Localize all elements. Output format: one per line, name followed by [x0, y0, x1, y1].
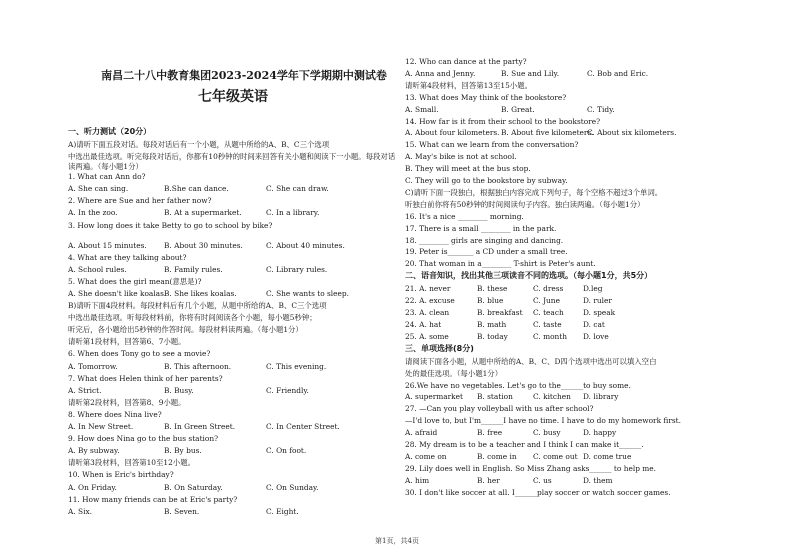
- answer-option: B. free: [477, 428, 503, 438]
- answer-option: B. On Saturday.: [164, 482, 223, 492]
- answer-option: A. She doesn't like koalas.: [68, 288, 167, 298]
- answer-option: 24. A. hat: [405, 319, 442, 329]
- answer-option: D. them: [583, 475, 613, 485]
- answer-option: B. blue: [477, 296, 504, 306]
- question-line: 5. What does the girl mean(意思是)?: [68, 276, 202, 286]
- answer-option: C. Tidy.: [587, 104, 615, 114]
- question-line: 29. Lily does well in English. So Miss Zhang asks______ to help me.: [405, 463, 657, 473]
- answer-option: B. Great.: [501, 104, 535, 114]
- answer-option: C. On foot.: [266, 446, 307, 456]
- question-line: 处的最佳选项。（每小题1分）: [405, 368, 503, 378]
- question-line: 听独白前你将有50秒钟的时间阅读句子内容。独白读两遍。（每小题1分）: [405, 199, 645, 209]
- question-line: 16. It's a nice ________ morning.: [405, 211, 524, 221]
- answer-option: A. Strict.: [68, 385, 102, 395]
- question-line: 15. What can we learn from the conversation?: [405, 140, 579, 150]
- question-line: 7. What does Helen think of her parents?: [68, 373, 223, 383]
- answer-option: A. About 15 minutes.: [68, 240, 147, 250]
- answer-option: 23. A. clean: [405, 308, 450, 317]
- section-heading: 一、听力测试（20分）: [68, 127, 152, 136]
- question-line: B. They will meet at the bus stop.: [405, 164, 531, 174]
- question-line: 26.We have no vegetables. Let's go to the______to buy some.: [405, 380, 631, 390]
- answer-option: B. Seven.: [164, 506, 200, 516]
- answer-option: B. come in: [477, 451, 517, 461]
- answer-option: C. On Sunday.: [266, 482, 319, 492]
- answer-option: B. About 30 minutes.: [164, 240, 243, 250]
- question-line: 12. Who can dance at the party?: [405, 57, 527, 66]
- question-line: 13. What does May think of the bookstore?: [405, 92, 567, 102]
- answer-option: B. math: [477, 319, 507, 329]
- answer-option: C. dress: [533, 284, 564, 294]
- question-line: 17. There is a small ________ in the park.: [405, 223, 557, 233]
- answer-option: A. By subway.: [68, 446, 120, 456]
- answer-option: D. speak: [583, 308, 616, 317]
- question-line: C)请听下面一段独白，根据独白内容完成下列句子，每个空格不超过3个单词。: [405, 187, 663, 197]
- answer-option: C. busy: [533, 428, 561, 438]
- answer-option: A. On Friday.: [68, 482, 117, 492]
- section-heading: 三、单项选择(8分): [405, 343, 474, 353]
- answer-option: C. Friendly.: [266, 385, 309, 395]
- answer-option: B. these: [477, 284, 508, 294]
- answer-option: C. kitchen: [533, 392, 571, 402]
- answer-option: A. Anna and Jenny.: [405, 68, 476, 78]
- answer-option: B.She can dance.: [164, 184, 229, 194]
- answer-option: D. happy: [583, 428, 617, 438]
- answer-option: D. love: [583, 331, 609, 341]
- question-line: 30. I don't like soccer at all. I______play soccer or watch soccer games.: [405, 487, 671, 497]
- answer-option: A. She can sing.: [68, 184, 129, 194]
- answer-option: B. Family rules.: [164, 264, 223, 274]
- answer-option: B. Sue and Lily.: [501, 68, 560, 78]
- exam-title: 南昌二十八中教育集团2023-2024学年下学期期中测试卷: [101, 69, 387, 82]
- exam-subtitle: 七年级英语: [198, 89, 268, 105]
- answer-option: A. In the zoo.: [68, 208, 118, 218]
- answer-option: A. come on: [405, 451, 447, 461]
- answer-option: B. In Green Street.: [164, 422, 236, 431]
- answer-option: D. library: [583, 392, 619, 402]
- answer-option: A. Tomorrow.: [68, 361, 118, 371]
- answer-option: C. June: [533, 296, 560, 306]
- answer-option: B. her: [477, 475, 500, 485]
- question-line: 请听第1段材料，回答第6、7小题。: [68, 337, 186, 347]
- answer-option: 22. A. excuse: [405, 296, 455, 306]
- answer-option: C. teach: [533, 308, 564, 317]
- answer-option: A. About four kilometers.: [405, 128, 500, 138]
- answer-option: B. About five kilometers.: [501, 128, 594, 138]
- answer-option: C. Bob and Eric.: [587, 68, 649, 78]
- answer-option: B. station: [477, 392, 513, 402]
- answer-option: B. This afternoon.: [164, 361, 232, 371]
- answer-option: B. Busy.: [164, 385, 194, 395]
- answer-option: B. today: [477, 331, 508, 341]
- question-line: A. May's bike is not at school.: [405, 152, 517, 162]
- question-line: 2. Where are Sue and her father now?: [68, 196, 212, 206]
- answer-option: C. month: [533, 331, 568, 341]
- question-line: 中选出最佳选项。听完每段对话后，你都有10秒钟的时间来回答有关小题和阅读下一小题。每段对话读两遍。（每小题1分）: [68, 152, 396, 172]
- answer-option: B. By bus.: [164, 446, 202, 456]
- answer-option: C. In Center Street.: [266, 422, 340, 431]
- question-line: 3. How long does it take Betty to go to school by bike?: [68, 220, 273, 230]
- question-line: 27. —Can you play volleyball with us after school?: [405, 404, 594, 414]
- page-footer: 第1页，共4页: [375, 537, 419, 545]
- answer-option: A. him: [405, 475, 430, 485]
- question-line: 14. How far is it from their school to the bookstore?: [405, 116, 601, 126]
- answer-option: C. About 40 minutes.: [266, 240, 345, 250]
- question-line: 4. What are they talking about?: [68, 252, 187, 262]
- question-line: 20. That woman in a________ T-shirt is Peter's aunt.: [405, 259, 596, 269]
- answer-option: C. Eight.: [266, 506, 299, 516]
- answer-option: C. In a library.: [266, 208, 320, 218]
- question-line: B)请听下面4段材料。每段材料后有几个小题，从题中所给的A、B、C三个选项: [68, 301, 327, 310]
- answer-option: C. taste: [533, 319, 562, 329]
- section-heading: 二、语音知识，找出其他三项读音不同的选项。（每小题1分，共5分）: [405, 271, 653, 281]
- answer-option: B. At a supermarket.: [164, 208, 242, 218]
- answer-option: 21. A. never: [405, 284, 451, 294]
- answer-option: B. She likes koalas.: [164, 288, 237, 298]
- answer-option: C. She can draw.: [266, 184, 329, 194]
- question-line: 请听第3段材料，回答第10至12小题。: [68, 458, 195, 468]
- question-line: 19. Peter is_______ a CD under a small tree.: [405, 247, 568, 257]
- question-line: 10. When is Eric's birthday?: [68, 470, 174, 480]
- answer-option: D. ruler: [583, 296, 612, 306]
- question-line: 6. When does Tony go to see a movie?: [68, 349, 211, 359]
- question-line: 请听第4段材料，回答第13至15小题。: [405, 80, 532, 90]
- question-line: 请听第2段材料，回答第8、9小题。: [68, 397, 186, 407]
- answer-option: D. cat: [583, 319, 605, 329]
- answer-option: C. About six kilometers.: [587, 128, 677, 138]
- answer-option: C. She wants to sleep.: [266, 288, 349, 298]
- question-line: 11. How many friends can be at Eric's party?: [68, 494, 238, 504]
- question-line: 中选出最佳选项。听每段材料前，你将有时间阅读各个小题，每小题5秒钟；: [68, 313, 317, 323]
- question-line: 听完后，各小题给出5秒钟的作答时间。每段材料读两遍。（每小题1分）: [68, 325, 303, 335]
- question-line: 28. My dream is to be a teacher and I think I can make it______.: [405, 440, 644, 449]
- answer-option: C. come out: [533, 451, 578, 461]
- question-line: —I'd love to, but I'm______I have no time. I have to do my homework first.: [405, 416, 681, 426]
- question-line: 请阅读下面各小题，从题中所给的A、B、C、D四个选项中选出可以填入空白: [405, 356, 657, 366]
- answer-option: D.leg: [583, 284, 603, 294]
- question-line: 8. Where does Nina live?: [68, 409, 162, 419]
- answer-option: C. us: [533, 475, 552, 485]
- answer-option: B. breakfast: [477, 308, 523, 317]
- answer-option: A. afraid: [405, 428, 438, 438]
- answer-option: 25. A. some: [405, 331, 449, 341]
- answer-option: C. This evening.: [266, 361, 327, 371]
- question-line: 18. ________ girls are singing and dancing.: [405, 235, 564, 245]
- answer-option: A. Small.: [405, 104, 439, 114]
- answer-option: D. come true: [583, 451, 632, 461]
- question-line: 1. What can Ann do?: [68, 172, 146, 182]
- question-line: 9. How does Nina go to the bus station?: [68, 434, 219, 444]
- question-line: A)请听下面五段对话。每段对话后有一个小题，从题中所给的A、B、C三个选项: [68, 140, 330, 149]
- answer-option: A. In New Street.: [68, 422, 134, 431]
- question-line: C. They will go to the bookstore by subway.: [405, 176, 568, 185]
- answer-option: A. supermarket: [405, 392, 463, 402]
- answer-option: C. Library rules.: [266, 264, 328, 274]
- answer-option: A. School rules.: [68, 264, 127, 274]
- answer-option: A. Six.: [68, 506, 92, 516]
